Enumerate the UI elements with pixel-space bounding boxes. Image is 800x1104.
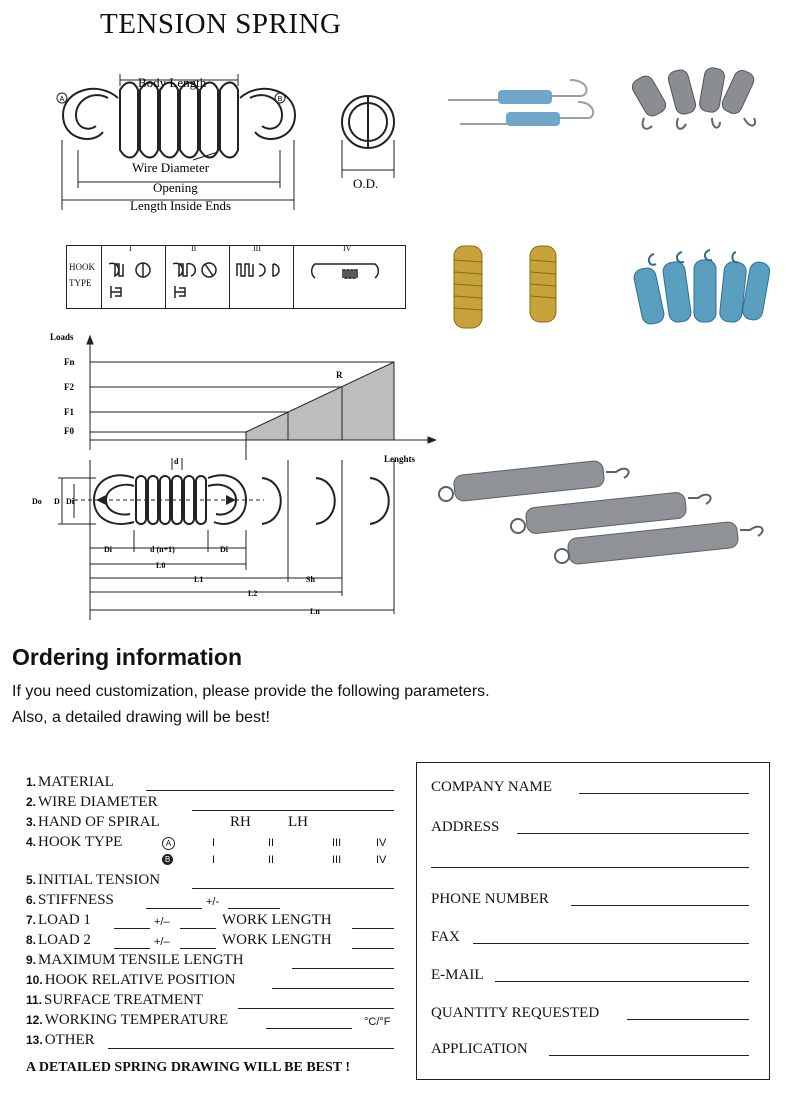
form-item-1: 1. MATERIAL <box>26 774 114 790</box>
address-field-line-2[interactable] <box>431 867 749 868</box>
marker-a: A <box>59 96 65 103</box>
stiffness-field[interactable] <box>146 908 202 909</box>
hook-b-i[interactable]: I <box>212 854 216 866</box>
hook-b-iv[interactable]: IV <box>376 854 387 866</box>
drawing-note: A DETAILED SPRING DRAWING WILL BE BEST ! <box>26 1060 351 1075</box>
photo-chrome-springs-hooks <box>632 60 764 136</box>
hook-col-3: III <box>229 246 294 308</box>
region-label: R <box>336 370 343 380</box>
form-item-3: 3. HAND OF SPIRAL <box>26 814 160 830</box>
phone-number-field[interactable] <box>571 905 749 906</box>
form-item-8: 8. LOAD 2 <box>26 932 91 948</box>
dim-d-n1: d (n+1) <box>150 545 175 554</box>
load1-tolerance-field[interactable] <box>180 928 216 929</box>
x-axis-title: Lenghts <box>384 454 416 464</box>
load-region <box>246 362 394 440</box>
form-item-7: 7. LOAD 1 <box>26 912 91 928</box>
spiral-lh-option[interactable]: LH <box>288 814 308 830</box>
hook-table-label-cell <box>67 246 102 308</box>
photo-gold-springs <box>444 240 560 336</box>
quantity-requested-label: QUANTITY REQUESTED <box>431 1005 600 1021</box>
stiffness-tolerance-field[interactable] <box>228 908 280 909</box>
tick-f2: F2 <box>64 382 74 392</box>
opening-label: Opening <box>153 180 198 195</box>
ordering-heading: Ordering information <box>12 644 242 670</box>
stiffness-plusminus: +/- <box>206 896 220 908</box>
length-inside-ends-label: Length Inside Ends <box>130 198 232 213</box>
company-name-label: COMPANY NAME <box>431 779 552 795</box>
load1-work-length-field[interactable] <box>352 928 394 929</box>
spring-dimension-diagram <box>48 60 420 230</box>
form-item-2: 2. WIRE DIAMETER <box>26 794 158 810</box>
body-length-label: Body Length <box>138 75 207 90</box>
hook-marker-b: B <box>162 854 173 865</box>
working-temperature-field[interactable] <box>266 1028 352 1029</box>
tick-fn: Fn <box>64 357 75 367</box>
hook-col-1: I <box>101 246 166 308</box>
tick-f0: F0 <box>64 426 74 436</box>
photo-long-springs-eyes <box>434 456 794 568</box>
dim-di-left: Di <box>104 545 112 554</box>
material-field[interactable] <box>146 790 394 791</box>
spiral-rh-option[interactable]: RH <box>230 814 251 830</box>
form-item-6: 6. STIFFNESS <box>26 892 114 908</box>
max-tensile-length-field[interactable] <box>292 968 394 969</box>
dim-ln: Ln <box>310 607 320 616</box>
wire-diameter-label: Wire Diameter <box>132 160 210 175</box>
dim-di-right: Di <box>220 545 228 554</box>
ordering-line-1: If you need customization, please provide the following parameters. <box>12 683 490 700</box>
load-length-chart <box>24 330 436 625</box>
spring-coils-icon <box>120 83 238 158</box>
y-axis-title: Loads <box>50 332 74 342</box>
order-form-right <box>416 762 770 1080</box>
hook-col-2: II <box>165 246 230 308</box>
phone-number-label: PHONE NUMBER <box>431 891 549 907</box>
form-item-9: 9. MAXIMUM TENSILE LENGTH <box>26 952 244 968</box>
ordering-line-2: Also, a detailed drawing will be best! <box>12 709 270 726</box>
hook-b-ii[interactable]: II <box>268 854 275 866</box>
photo-blue-zinc-springs <box>632 248 772 334</box>
form-item-13: 13. OTHER <box>26 1032 95 1048</box>
hook-marker-a: A <box>162 837 175 850</box>
initial-tension-field[interactable] <box>192 888 394 889</box>
hook-a-iv[interactable]: IV <box>376 837 387 849</box>
quantity-requested-field[interactable] <box>627 1019 749 1020</box>
hook-position-field[interactable] <box>272 988 394 989</box>
tick-f1: F1 <box>64 407 74 417</box>
hook-type-table <box>66 245 406 309</box>
fax-label: FAX <box>431 929 460 945</box>
dim-l0: L0 <box>156 561 166 570</box>
address-label: ADDRESS <box>431 819 500 835</box>
form-item-4: 4. HOOK TYPE <box>26 834 123 850</box>
application-label: APPLICATION <box>431 1041 528 1057</box>
page-title: TENSION SPRING <box>100 8 342 40</box>
other-field[interactable] <box>108 1048 394 1049</box>
application-field[interactable] <box>549 1055 749 1056</box>
marker-b: B <box>277 96 283 103</box>
form-item-12: 12. WORKING TEMPERATURE <box>26 1012 229 1028</box>
dim-do: Do <box>32 497 42 506</box>
company-name-field[interactable] <box>579 793 749 794</box>
email-label: E-MAIL <box>431 967 484 983</box>
hook-a-ii[interactable]: II <box>268 837 275 849</box>
wire-diameter-field[interactable] <box>192 810 394 811</box>
form-item-10: 10. HOOK RELATIVE POSITION <box>26 972 236 988</box>
dim-l2: L2 <box>248 589 258 598</box>
dim-di: Di <box>66 497 74 506</box>
email-field[interactable] <box>495 981 749 982</box>
hook-label: HOOK <box>69 262 95 272</box>
photo-silver-springs-long <box>440 62 600 134</box>
hook-a-iii[interactable]: III <box>332 837 342 849</box>
dim-d: d <box>174 457 179 466</box>
fax-field[interactable] <box>473 943 749 944</box>
form-item-5: 5. INITIAL TENSION <box>26 872 161 888</box>
load1-work-length-label: WORK LENGTH <box>222 912 332 928</box>
order-form-left <box>26 766 406 1086</box>
surface-treatment-field[interactable] <box>238 1008 394 1009</box>
address-field[interactable] <box>517 833 749 834</box>
load2-field[interactable] <box>114 948 150 949</box>
dim-l1: L1 <box>194 575 204 584</box>
load2-tolerance-field[interactable] <box>180 948 216 949</box>
load2-work-length-label: WORK LENGTH <box>222 932 332 948</box>
load1-field[interactable] <box>114 928 150 929</box>
form-item-11: 11. SURFACE TREATMENT <box>26 992 204 1008</box>
temperature-unit: °C/°F <box>364 1016 391 1028</box>
hook-col-4: IV <box>293 246 405 308</box>
od-label: O.D. <box>353 176 379 191</box>
load2-plusminus: +/– <box>154 936 170 948</box>
type-label: TYPE <box>69 278 92 288</box>
dim-dd: D <box>54 497 60 506</box>
load1-plusminus: +/– <box>154 916 170 928</box>
dim-sh: Sh <box>306 575 315 584</box>
hook-a-i[interactable]: I <box>212 837 216 849</box>
load2-work-length-field[interactable] <box>352 948 394 949</box>
hook-b-iii[interactable]: III <box>332 854 342 866</box>
